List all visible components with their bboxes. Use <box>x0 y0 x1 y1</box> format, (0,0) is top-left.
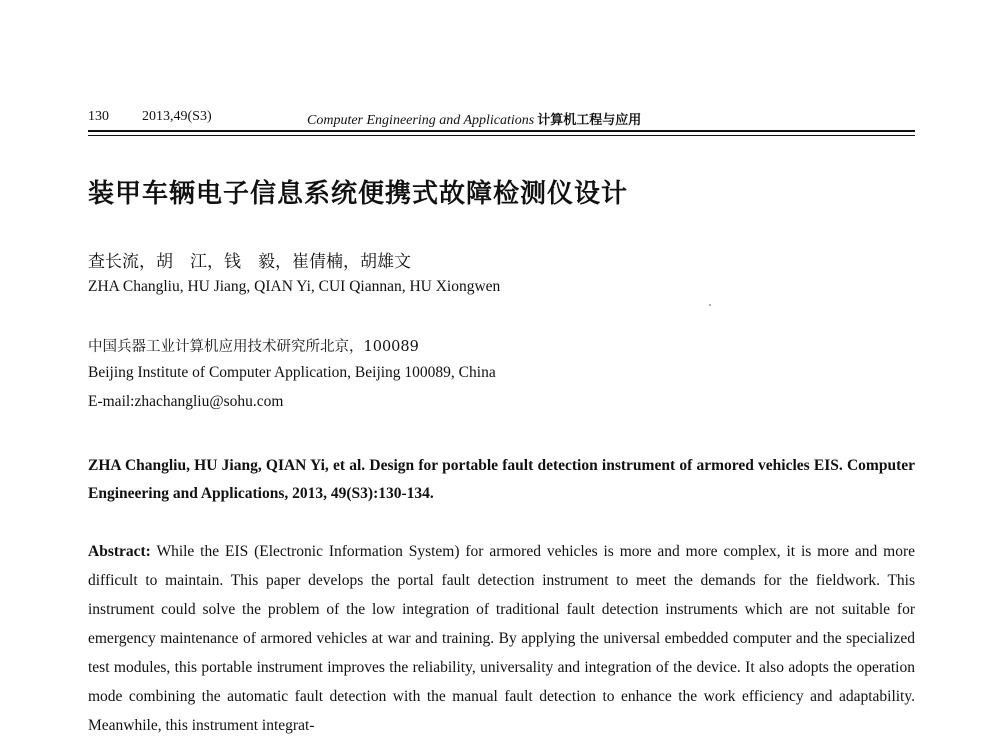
running-header <box>88 107 915 129</box>
header-rule-thick <box>88 130 915 132</box>
abstract <box>88 537 915 740</box>
email: E-mail:zhachangliu@sohu.com <box>88 393 284 410</box>
authors-en: ZHA Changliu, HU Jiang, QIAN Yi, CUI Qiannan, HU Xiongwen <box>88 278 501 295</box>
journal-name-en: Computer Engineering and Applications <box>307 113 535 128</box>
journal-name <box>307 109 641 129</box>
journal-name-cn: 计算机工程与应用 <box>537 113 642 128</box>
citation: ZHA Changliu, HU Jiang, QIAN Yi, et al. Design for portable fault detection instrument of armored vehicles EIS. Computer Engineering and Applications, 2013, 49(S3):130-134. <box>88 457 915 502</box>
header-rule-thin <box>88 135 915 136</box>
page-number: 130 <box>88 109 109 124</box>
authors-cn: 查长流，胡 江，钱 毅，崔倩楠，胡雄文 <box>88 252 411 272</box>
abstract-label: Abstract: <box>88 543 151 560</box>
affiliation-en: Beijing Institute of Computer Application, Beijing 100089, China <box>88 364 496 381</box>
issue-info: 2013,49(S3) <box>142 109 212 124</box>
affiliation-cn: 中国兵器工业计算机应用技术研究所北京，100089 <box>88 339 419 355</box>
paper-title-cn: 装甲车辆电子信息系统便携式故障检测仪设计 <box>88 179 629 209</box>
scan-speck <box>709 304 711 306</box>
abstract-text: While the EIS (Electronic Information System) for armored vehicles is more and more complex, it is more and more difficult to maintain. This paper develops the portal fault detection instrument to meet the demands for the fieldwork. This instrument could solve the problem of the low integration of traditional fault detection instruments which are not suitable for emergency maintenance of armored vehicles at war and training. By applying the universal embedded computer and the specialized test modules, this portable instrument improves the reliability, universality and integration of the device. It also adopts the operation mode combining the automatic fault detection with the manual fault detection to enhance the work efficiency and adaptability. Meanwhile, this instrument integrat- <box>88 543 915 734</box>
